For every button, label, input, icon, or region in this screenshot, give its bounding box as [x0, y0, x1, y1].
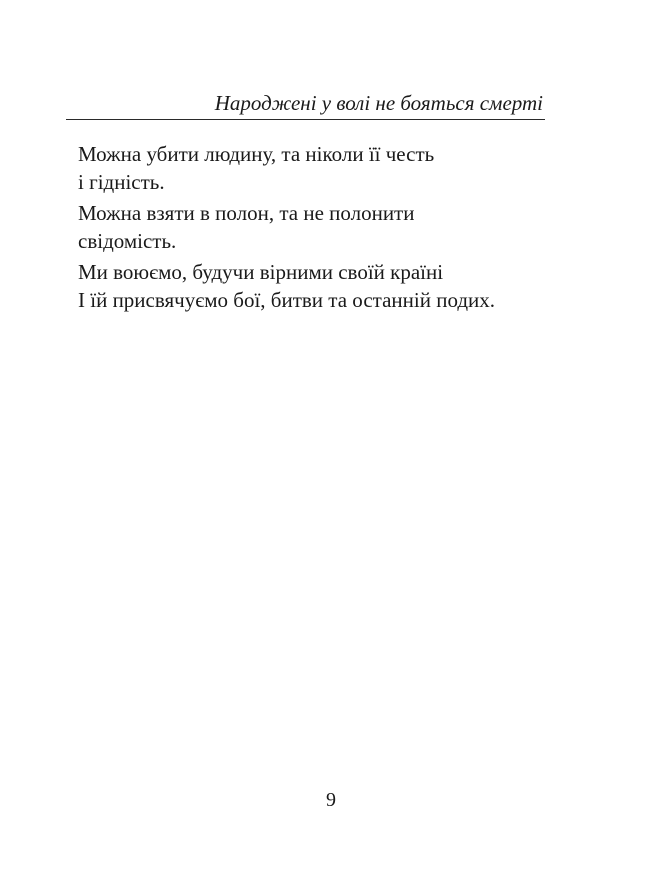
poem-line: Ми воюємо, будучи вірними своїй країні: [78, 260, 444, 284]
poem-body: [78, 140, 548, 317]
poem-line: Можна взяти в полон, та не полонити: [78, 201, 415, 225]
poem-line: І їй присвячуємо бої, битви та останній подих.: [78, 288, 496, 312]
running-header-title: Народжені у волі не бояться смерті: [214, 91, 543, 115]
running-header: [66, 88, 545, 120]
poem-stanza: [78, 258, 548, 314]
poem-stanza: [78, 140, 548, 196]
poem-line: Можна убити людину, та ніколи її честь: [78, 142, 435, 166]
poem-stanza: [78, 199, 548, 255]
page-number: 9: [326, 789, 336, 811]
poem-line: і гідність.: [78, 170, 165, 194]
poem-line: свідомість.: [78, 229, 177, 253]
